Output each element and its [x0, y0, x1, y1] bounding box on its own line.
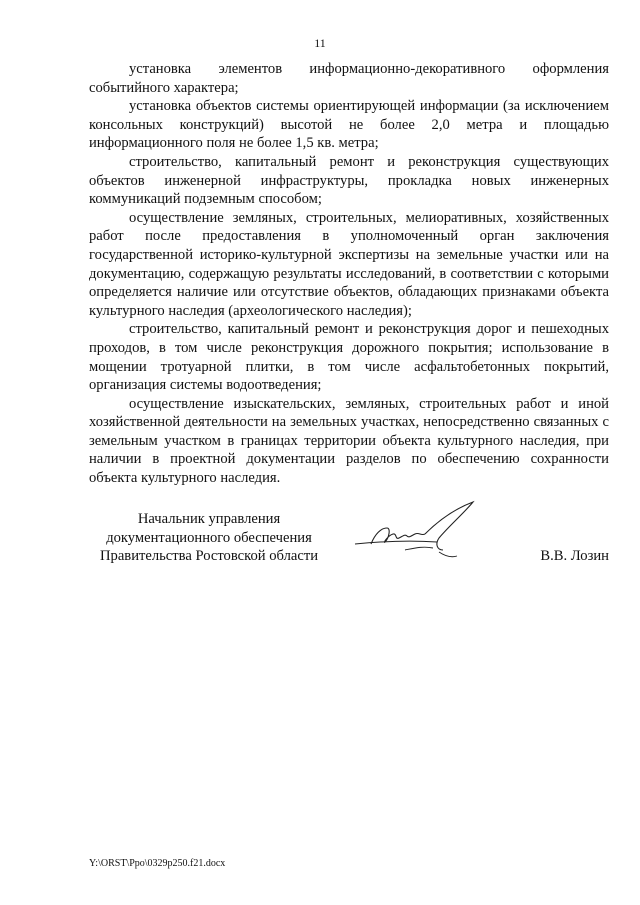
signature-block: [89, 510, 609, 580]
paragraph: установка элементов информационно-декоративного оформления событийного характера;: [89, 61, 609, 96]
paragraph: строительство, капитальный ремонт и реконструкция существующих объектов инженерной инфраструктуры, прокладка новых инженерных коммуникаций подземным способом;: [89, 153, 609, 208]
signer-title-line: Правительства Ростовской области: [99, 548, 319, 565]
paragraph: осуществление изыскательских, земляных, строительных работ и иной хозяйственной деятельности на земельных участках, непосредственно связанных с земельным участком в границах территории объекта культурного наследия, при наличии в проектной документации разделов по обеспечению сохранности объекта культурного наследия.: [89, 395, 609, 487]
paragraph: осуществление земляных, строительных, мелиоративных, хозяйственных работ после предоставления в уполномоченный орган заключения государственной историко-культурной экспертизы на земельные участки или на документацию, содержащую результаты исследований, в соответствии с которыми определяется наличие или отсутствие объектов, обладающих признаками объекта культурного наследия (археологического наследия);: [89, 209, 609, 319]
signer-name: В.В. Лозин: [540, 548, 609, 564]
document-body: [89, 60, 609, 488]
paragraph: строительство, капитальный ремонт и реконструкция дорог и пешеходных проходов, в том числе реконструкция дорожного покрытия; использование в мощении тротуарной плитки, в том числе асфальтобетонных покрытий, организация системы водоотведения;: [89, 321, 609, 394]
handwritten-signature: [345, 498, 495, 562]
signer-title-line: Начальник управления: [137, 511, 281, 527]
paragraph: установка объектов системы ориентирующей информации (за исключением консольных конструкций) высотой не более 2,0 метра и площадью информационного поля не более 1,5 кв. метра;: [89, 98, 609, 152]
signer-title-line: документационного обеспечения: [106, 529, 312, 546]
signer-title: [89, 510, 329, 566]
file-path: Y:\ORST\Ppo\0329p250.f21.docx: [89, 858, 226, 869]
page-number: 11: [314, 36, 326, 50]
